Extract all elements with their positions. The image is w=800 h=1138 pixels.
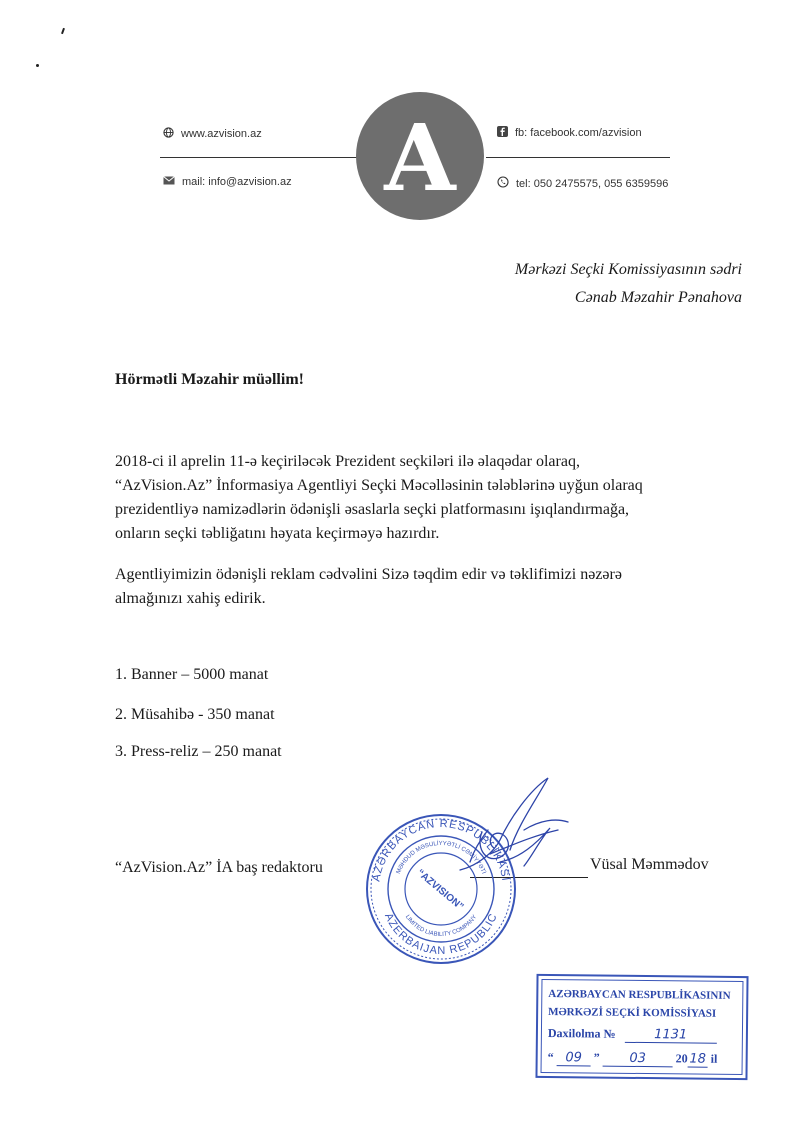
globe-icon [163, 127, 174, 141]
paragraph-line: Agentliyimizin ödənişli reklam cədvəlini Sizə təqdim edir və təklifimizi nəzərə [115, 566, 622, 583]
addressee-line1: Mərkəzi Seçki Komissiyasının sədri [514, 261, 742, 278]
body-paragraph-2 [115, 563, 755, 611]
svg-text:AZERBAIJAN REPUBLIC: AZERBAIJAN REPUBLIC [381, 911, 501, 958]
stamp-month: 03 [603, 1051, 673, 1068]
mail-link[interactable]: mail: info@azvision.az [182, 176, 292, 188]
stamp-line2: MƏRKƏZİ SEÇKİ KOMİSSİYASI [548, 1006, 717, 1020]
stamp-number-row [548, 1026, 717, 1044]
stamp-number-value: 1131 [625, 1027, 717, 1044]
phone-item [497, 176, 668, 191]
handwritten-signature [440, 770, 590, 890]
signer-title: “AzVision.Az” İA baş redaktoru [115, 859, 323, 876]
header-rule-left [160, 157, 365, 158]
signer-name: Vüsal Məmmədov [590, 856, 709, 873]
whatsapp-icon [497, 176, 509, 191]
svg-text:LIMITED LIABILITY COMPANY: LIMITED LIABILITY COMPANY [403, 914, 479, 939]
paragraph-line: almağınızı xahiş edirik. [115, 590, 266, 607]
price-item-interview: 2. Müsahibə - 350 manat [115, 706, 275, 723]
website-link[interactable]: www.azvision.az [181, 128, 262, 140]
stamp-year-unit: il [710, 1051, 718, 1066]
mail-item [163, 176, 292, 188]
stamp-quote-close: ” [593, 1050, 600, 1065]
phone-number[interactable]: tel: 050 2475575, 055 6359596 [516, 177, 669, 190]
registration-stamp [535, 974, 748, 1080]
stamp-quote-open: “ [547, 1050, 554, 1065]
logo [356, 92, 484, 220]
stamp-number-label: Daxilolma № [547, 1026, 616, 1041]
stamp-year-suffix: 18 [689, 1051, 707, 1067]
facebook-link[interactable]: fb: facebook.com/azvision [515, 127, 642, 139]
price-item-banner: 1. Banner – 5000 manat [115, 666, 269, 683]
paragraph-line: onların seçki təbliğatını həyata keçirməyə hazırdır. [115, 525, 440, 542]
svg-text:MƏHDUD MƏSULİYYƏTLİ CƏMİYYƏTİ: MƏHDUD MƏSULİYYƏTLİ CƏMİYYƏTİ [395, 840, 487, 875]
paragraph-line: “AzVision.Az” İnformasiya Agentliyi Seçki Məcəlləsinin tələblərinə uyğun olaraq [115, 477, 643, 494]
envelope-icon [163, 176, 175, 188]
facebook-item [497, 126, 642, 140]
logo-letter-mark [356, 92, 484, 220]
svg-text:“AZVISION”: “AZVISION” [414, 867, 466, 913]
svg-text:AZƏRBAYCAN RESPUBLİKASI: AZƏRBAYCAN RESPUBLİKASI [370, 817, 512, 883]
stamp-day: 09 [557, 1050, 591, 1066]
greeting: Hörmətli Məzahir müəllim! [115, 371, 304, 388]
body-paragraph-1 [115, 450, 755, 546]
addressee [342, 256, 742, 312]
paragraph-line: prezidentliyə namizədlərin ödənişli əsaslarla seçki platformasını işıqlandırmağa, [115, 501, 630, 518]
stamp-date-row [548, 1050, 718, 1068]
svg-text:A: A [384, 104, 456, 212]
letterhead [0, 0, 800, 240]
stamp-year-prefix: 20 [675, 1051, 688, 1066]
header-rule-right [486, 157, 670, 158]
addressee-line2: Cənab Məzahir Pənahova [574, 289, 742, 306]
website-item [163, 127, 262, 141]
facebook-icon [497, 126, 508, 140]
stamp-line1: AZƏRBAYCAN RESPUBLİKASININ [548, 988, 731, 1002]
paragraph-line: 2018-ci il aprelin 11-ə keçiriləcək Prezident seçkiləri ilə əlaqədar olaraq, [115, 453, 580, 470]
price-item-press-release: 3. Press-reliz – 250 manat [115, 743, 282, 760]
